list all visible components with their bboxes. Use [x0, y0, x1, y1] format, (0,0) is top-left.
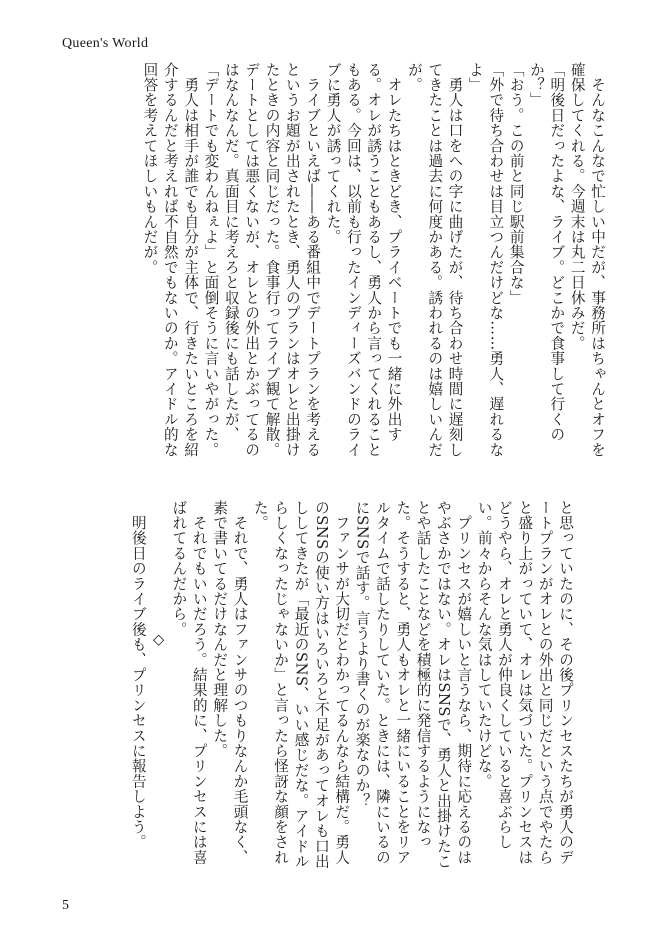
paragraph: オレたちはときどき、プライベートでも一緒に外出する。オレが誘うこともあるし、勇人から言ってくれることもある。今回は、以前も行ったインディーズバンドのライブに勇人が誘ってくれた。	[324, 62, 403, 458]
upper-text-block	[61, 62, 607, 462]
paragraph: 「デートでも変わんねぇよ」と面倒そうに言いやがった。	[202, 62, 220, 458]
running-header: Queen's World	[62, 36, 149, 51]
paragraph: 明後日のライブ後も、プリンセスに報告しよう。	[129, 500, 147, 850]
paragraph: それでもいいだろう。結果的に、プリンセスには喜ばれてるんだから。	[170, 500, 208, 865]
paragraph: 「おう。この前と同じ駅前集合な」	[507, 62, 525, 306]
page-number: 5	[62, 898, 69, 913]
paragraph: 勇人は口をへの字に曲げたが、待ち合わせ時間に遅刻してきたことは過去に何度かある。誘われるのは嬉しいんだが。	[405, 62, 464, 458]
paragraph: と思っていたのに、その後プリンセスたちが勇人のデートプランがオレとの外出と同じだという点でやたらと盛り上がっていて、オレは気づいた。プリンセスはどうやら、オレと勇人が仲良くしていると喜ぶらしい。前々からそんな気はしていたけどな。	[475, 500, 574, 865]
paragraph: 「明後日だったよな、ライブ。どこかで食事して行くのか？」	[527, 62, 566, 442]
paragraph: ライブといえば――ある番組中でデートプランを考えるというお題が出されたとき、勇人のプランはオレと出掛けたときの内容と同じだった。食事行ってライブ観て解散。デートとしては悪くないが、オレとの外出とかぶってるのはなんなんだ。真面目に考えろと収録後にも話したが、	[222, 62, 322, 458]
lower-text-block	[59, 500, 575, 872]
paragraph: プリンセスが嬉しいと言うなら、期待に応えるのはやぶさかではない。オレはSNSで、勇人と出掛けたことや話したことなどを積極的に発信するようになった。そうすると、勇人もオレと一緒にいることをリアルタイムで話したりしていた。ときには、隣にいるのにSNSで話す。言うより書くのが楽なのか？	[353, 500, 473, 869]
scene-divider: ◇	[150, 631, 168, 649]
paragraph: 勇人は相手が誰でも自分が主体で、行きたいところを紹介するんだと考えれば不自然でもないのか。アイドル的な回答を考えてほしいもんだが。	[141, 62, 200, 458]
paragraph: ファンサが大切だとわかってるんなら結構だ。勇人のSNSの使い方はいろいろと不足があってオレも口出ししてきたが「最近のSNS、いい感じだな。アイドルらしくなったじゃないか」と言ったら怪訝な顔をされた。	[251, 500, 351, 869]
paragraph: そんなこんなで忙しい中だが、事務所はちゃんとオフを確保してくれる。今週末は丸二日休みだ。	[568, 62, 606, 458]
paragraph: それで、勇人はファンサのつもりなんか毛頭なく、素で書いてるだけなんだと理解した。	[211, 500, 249, 865]
paragraph: 「外で待ち合わせは目立つんだけどな……勇人、遅れるなよ」	[466, 62, 505, 458]
